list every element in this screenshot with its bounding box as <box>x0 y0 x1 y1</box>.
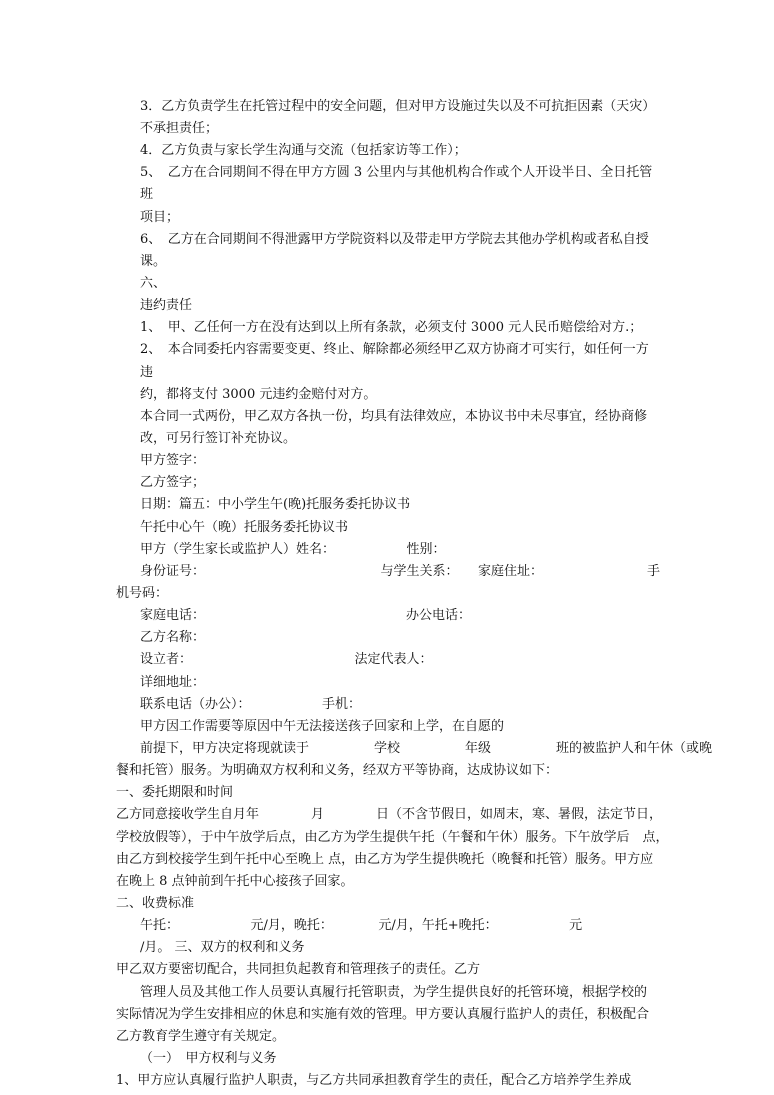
text-line: 本合同一式两份，甲乙双方各执一份，均具有法律效应，本协议书中未尽事宜，经协商修 <box>140 409 648 424</box>
section-heading: 六、 <box>140 276 167 291</box>
text-line: 乙方教育学生遵守有关规定。 <box>116 1029 286 1044</box>
form-field-line: 甲方（学生家长或监护人）姓名： 性别： <box>140 542 446 557</box>
text-line: 甲乙双方要密切配合，共同担负起教育和管理孩子的责任。乙方 <box>116 962 481 977</box>
form-field-line: 联系电话（办公）： 手机： <box>140 697 362 712</box>
text-line: 日期：篇五：中小学生午(晚)托服务委托协议书 <box>140 497 411 512</box>
form-field-line: 详细地址： <box>140 675 206 690</box>
text-line: 2、 本合同委托内容需要变更、终止、解除都必须经甲乙双方协商才可实行，如任何一方 <box>140 342 649 357</box>
text-line: 学校放假等），于中午放学后点，由乙方为学生提供午托（午餐和午休）服务。下午放学后 点， <box>116 830 669 845</box>
form-field-text: 办公电话： <box>406 608 472 623</box>
text-line: 午托： 元/月，晚托： 元/月，午托+晚托： 元 <box>140 918 583 933</box>
form-field-line: 乙方名称： <box>140 630 206 645</box>
text-line: /月。 三、双方的权利和义务 <box>140 940 305 955</box>
form-field-text: 身份证号： 与学生关系： 家庭住址： <box>140 564 544 579</box>
text-line: 由乙方到校接学生到午托中心至晚上 点，由乙方为学生提供晚托（晚餐和托管）服务。甲方应 <box>116 852 654 867</box>
text-line: 项目； <box>140 210 180 225</box>
text-line: 4．乙方负责与家长学生沟通与交流（包括家访等工作）； <box>140 143 467 158</box>
text-line: 5、 乙方在合同期间不得在甲方方圆 3 公里内与其他机构合作或个人开设半日、全日托管 <box>140 165 653 180</box>
text-line: 6、 乙方在合同期间不得泄露甲方学院资料以及带走甲方学院去其他办学机构或者私自授 <box>140 232 649 247</box>
section-heading: （一） 甲方权利与义务 <box>140 1051 277 1066</box>
text-line: 管理人员及其他工作人员要认真履行托管职责，为学生提供良好的托管环境，根据学校的 <box>140 985 648 1000</box>
section-heading: 违约责任 <box>140 298 193 313</box>
signature-label: 甲方签字： <box>140 453 206 468</box>
text-line: 课。 <box>140 254 167 269</box>
text-line: 甲方因工作需要等原因中午无法接送孩子回家和上学，在自愿的 <box>140 719 505 734</box>
text-line: 班 <box>140 187 154 202</box>
text-line: 1、甲方应认真履行监护人职责，与乙方共同承担教育学生的责任，配合乙方培养学生养成 <box>116 1073 632 1088</box>
form-field-line: 机号码： <box>116 586 169 601</box>
form-field-line <box>140 607 472 625</box>
form-field-line: 设立者： 法定代表人： <box>140 652 433 667</box>
text-line: 约，都将支付 3000 元违约金赔付对方。 <box>140 387 377 402</box>
form-field-text: 手 <box>646 564 660 579</box>
text-line: 违 <box>140 365 154 380</box>
text-line: 乙方同意接收学生自月年 月 日（不含节假日，如周末，寒、暑假，法定节日， <box>116 807 663 822</box>
text-line: 3．乙方负责学生在托管过程中的安全问题，但对甲方设施过失以及不可抗拒因素（天灾） <box>140 99 656 114</box>
section-heading: 二、收费标准 <box>116 896 195 911</box>
text-line: 实际情况为学生安排相应的休息和实施有效的管理。甲方要认真履行监护人的责任，积极配合 <box>116 1007 650 1022</box>
text-line: 不承担责任； <box>140 121 219 136</box>
text-line: 前提下，甲方决定将现就读于 学校 年级 班的被监护人和午休（或晚 <box>140 741 713 756</box>
text-line: 1、 甲、乙任何一方在没有达到以上所有条款，必须支付 3000 元人民币赔偿给对方.； <box>140 320 643 335</box>
signature-label: 乙方签字； <box>140 475 206 490</box>
section-heading: 一、委托期限和时间 <box>116 785 234 800</box>
text-line: 改，可另行签订补充协议。 <box>140 431 297 446</box>
document-title: 午托中心午（晚）托服务委托协议书 <box>140 520 349 535</box>
text-line: 在晚上 8 点钟前到午托中心接孩子回家。 <box>116 874 354 889</box>
form-field-line <box>140 563 660 581</box>
form-field-text: 家庭电话： <box>140 608 206 623</box>
text-line: 餐和托管）服务。为明确双方权利和义务，经双方平等协商，达成协议如下： <box>116 763 559 778</box>
